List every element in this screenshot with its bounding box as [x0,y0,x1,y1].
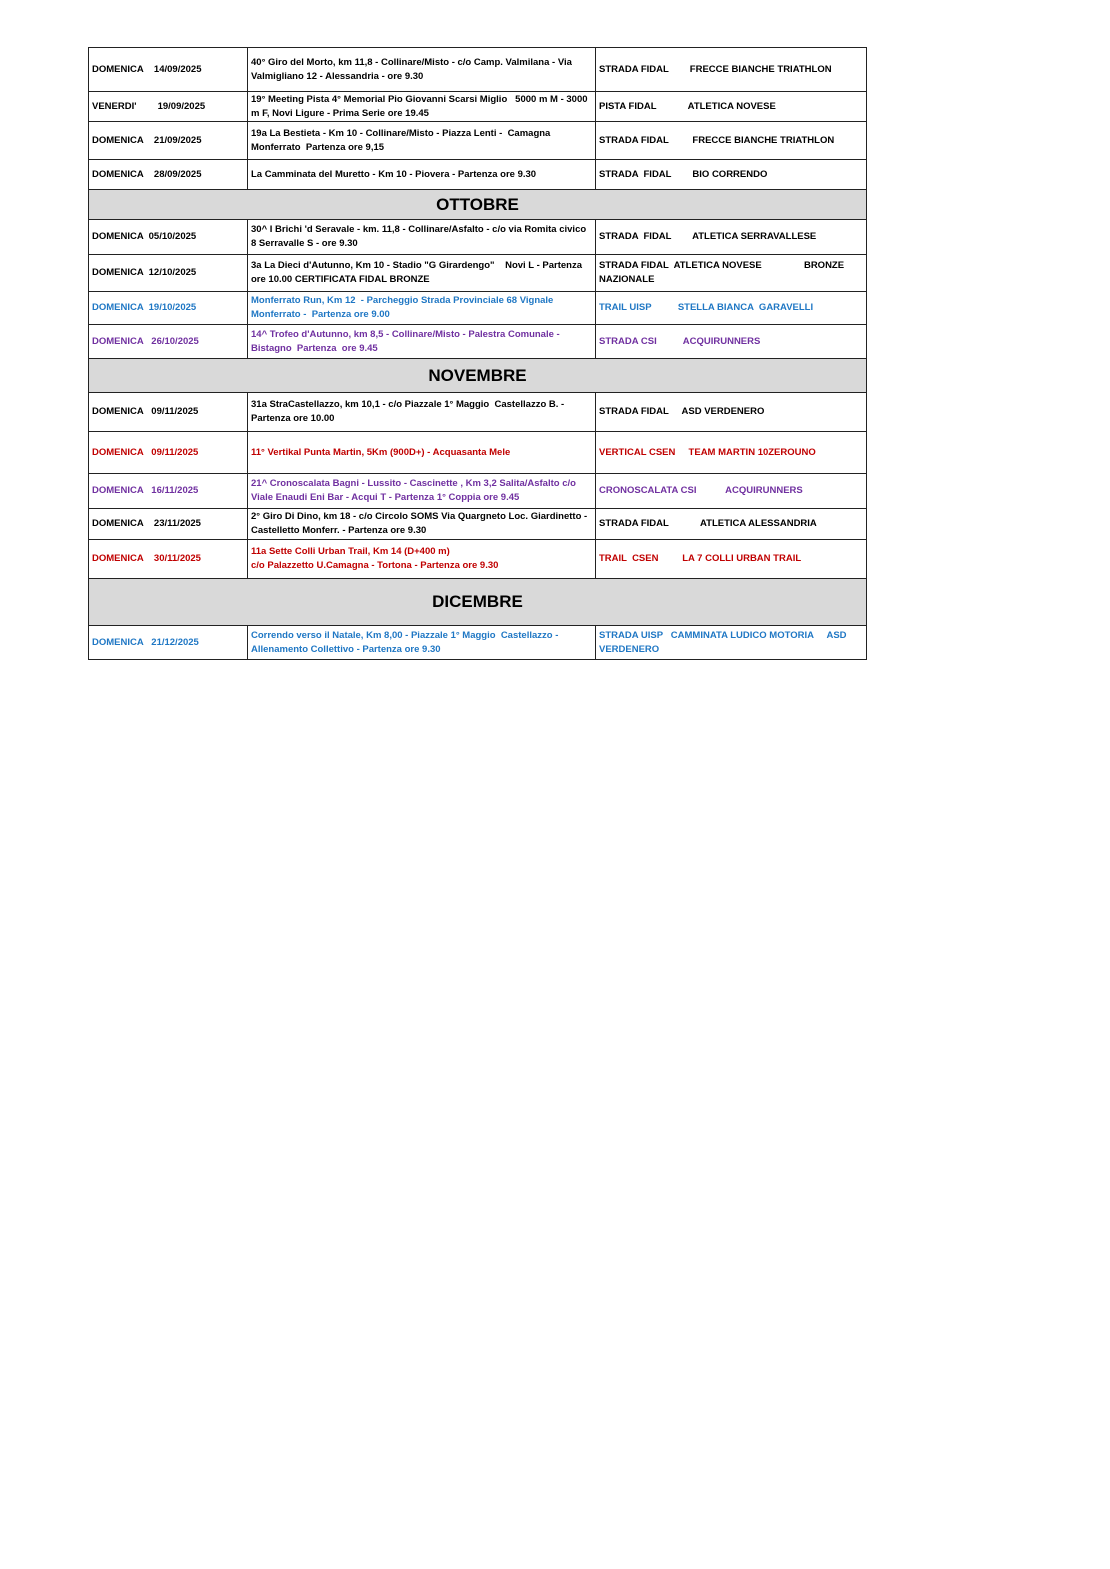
table-row [89,325,867,359]
date-cell: DOMENICA 14/09/2025 [89,48,248,92]
event-cell: 31a StraCastellazzo, km 10,1 - c/o Piazzale 1° Maggio Castellazzo B. - Partenza ore 10.00 [248,393,596,432]
month-header-row [89,359,867,393]
table-row [89,393,867,432]
date-cell: DOMENICA 12/10/2025 [89,255,248,292]
date-cell: DOMENICA 21/09/2025 [89,122,248,160]
event-cell: 2° Giro Di Dino, km 18 - c/o Circolo SOMS Via Quargneto Loc. Giardinetto - Castelletto Monferr. - Partenza ore 9.30 [248,509,596,540]
table-row [89,626,867,660]
event-cell: 40° Giro del Morto, km 11,8 - Collinare/Misto - c/o Camp. Valmilana - Via Valmigliano 12 - Alessandria - ore 9.30 [248,48,596,92]
table-row [89,292,867,325]
event-cell: Correndo verso il Natale, Km 8,00 - Piazzale 1° Maggio Castellazzo - Allenamento Collettivo - Partenza ore 9.30 [248,626,596,660]
month-title: DICEMBRE [89,579,867,626]
organizer-cell: STRADA FIDAL ATLETICA ALESSANDRIA [596,509,867,540]
date-cell: DOMENICA 23/11/2025 [89,509,248,540]
date-cell: DOMENICA 26/10/2025 [89,325,248,359]
table-row [89,255,867,292]
organizer-cell: STRADA UISP CAMMINATA LUDICO MOTORIA ASD VERDENERO [596,626,867,660]
table-row [89,122,867,160]
organizer-cell: CRONOSCALATA CSI ACQUIRUNNERS [596,474,867,509]
organizer-cell: STRADA FIDAL ASD VERDENERO [596,393,867,432]
table-row [89,474,867,509]
organizer-cell: PISTA FIDAL ATLETICA NOVESE [596,92,867,122]
date-cell: DOMENICA 28/09/2025 [89,160,248,190]
organizer-cell: STRADA FIDAL ATLETICA NOVESE BRONZE NAZIONALE [596,255,867,292]
date-cell: DOMENICA 16/11/2025 [89,474,248,509]
table-row [89,509,867,540]
date-cell: DOMENICA 09/11/2025 [89,432,248,474]
month-header-row [89,190,867,220]
event-cell: 11a Sette Colli Urban Trail, Km 14 (D+400 m) c/o Palazzetto U.Camagna - Tortona - Partenza ore 9.30 [248,540,596,579]
organizer-cell: STRADA FIDAL FRECCE BIANCHE TRIATHLON [596,48,867,92]
date-cell: DOMENICA 09/11/2025 [89,393,248,432]
organizer-cell: TRAIL UISP STELLA BIANCA GARAVELLI [596,292,867,325]
table-row [89,92,867,122]
event-cell: 14^ Trofeo d'Autunno, km 8,5 - Collinare/Misto - Palestra Comunale - Bistagno Partenza ore 9.45 [248,325,596,359]
events-table [88,47,867,660]
event-cell: La Camminata del Muretto - Km 10 - Piovera - Partenza ore 9.30 [248,160,596,190]
month-title: NOVEMBRE [89,359,867,393]
date-cell: DOMENICA 21/12/2025 [89,626,248,660]
event-cell: 19° Meeting Pista 4° Memorial Pio Giovanni Scarsi Miglio 5000 m M - 3000 m F, Novi Ligure - Prima Serie ore 19.45 [248,92,596,122]
table-row [89,48,867,92]
event-cell: Monferrato Run, Km 12 - Parcheggio Strada Provinciale 68 Vignale Monferrato - Partenza ore 9.00 [248,292,596,325]
organizer-cell: VERTICAL CSEN TEAM MARTIN 10ZEROUNO [596,432,867,474]
table-row [89,160,867,190]
table-row [89,540,867,579]
event-cell: 11° Vertikal Punta Martin, 5Km (900D+) - Acquasanta Mele [248,432,596,474]
table-row [89,432,867,474]
event-cell: 19a La Bestieta - Km 10 - Collinare/Misto - Piazza Lenti - Camagna Monferrato Partenza ore 9,15 [248,122,596,160]
organizer-cell: STRADA FIDAL BIO CORRENDO [596,160,867,190]
date-cell: DOMENICA 19/10/2025 [89,292,248,325]
month-title: OTTOBRE [89,190,867,220]
organizer-cell: STRADA CSI ACQUIRUNNERS [596,325,867,359]
organizer-cell: TRAIL CSEN LA 7 COLLI URBAN TRAIL [596,540,867,579]
event-cell: 3a La Dieci d'Autunno, Km 10 - Stadio "G Girardengo" Novi L - Partenza ore 10.00 CERTIFICATA FIDAL BRONZE [248,255,596,292]
date-cell: DOMENICA 30/11/2025 [89,540,248,579]
organizer-cell: STRADA FIDAL ATLETICA SERRAVALLESE [596,220,867,255]
event-cell: 21^ Cronoscalata Bagni - Lussito - Cascinette , Km 3,2 Salita/Asfalto c/o Viale Enaudi Eni Bar - Acqui T - Partenza 1° Coppia ore 9.45 [248,474,596,509]
month-header-row [89,579,867,626]
table-row [89,220,867,255]
date-cell: VENERDI' 19/09/2025 [89,92,248,122]
event-cell: 30^ I Brichi 'd Seravale - km. 11,8 - Collinare/Asfalto - c/o via Romita civico 8 Serravalle S - ore 9.30 [248,220,596,255]
organizer-cell: STRADA FIDAL FRECCE BIANCHE TRIATHLON [596,122,867,160]
date-cell: DOMENICA 05/10/2025 [89,220,248,255]
